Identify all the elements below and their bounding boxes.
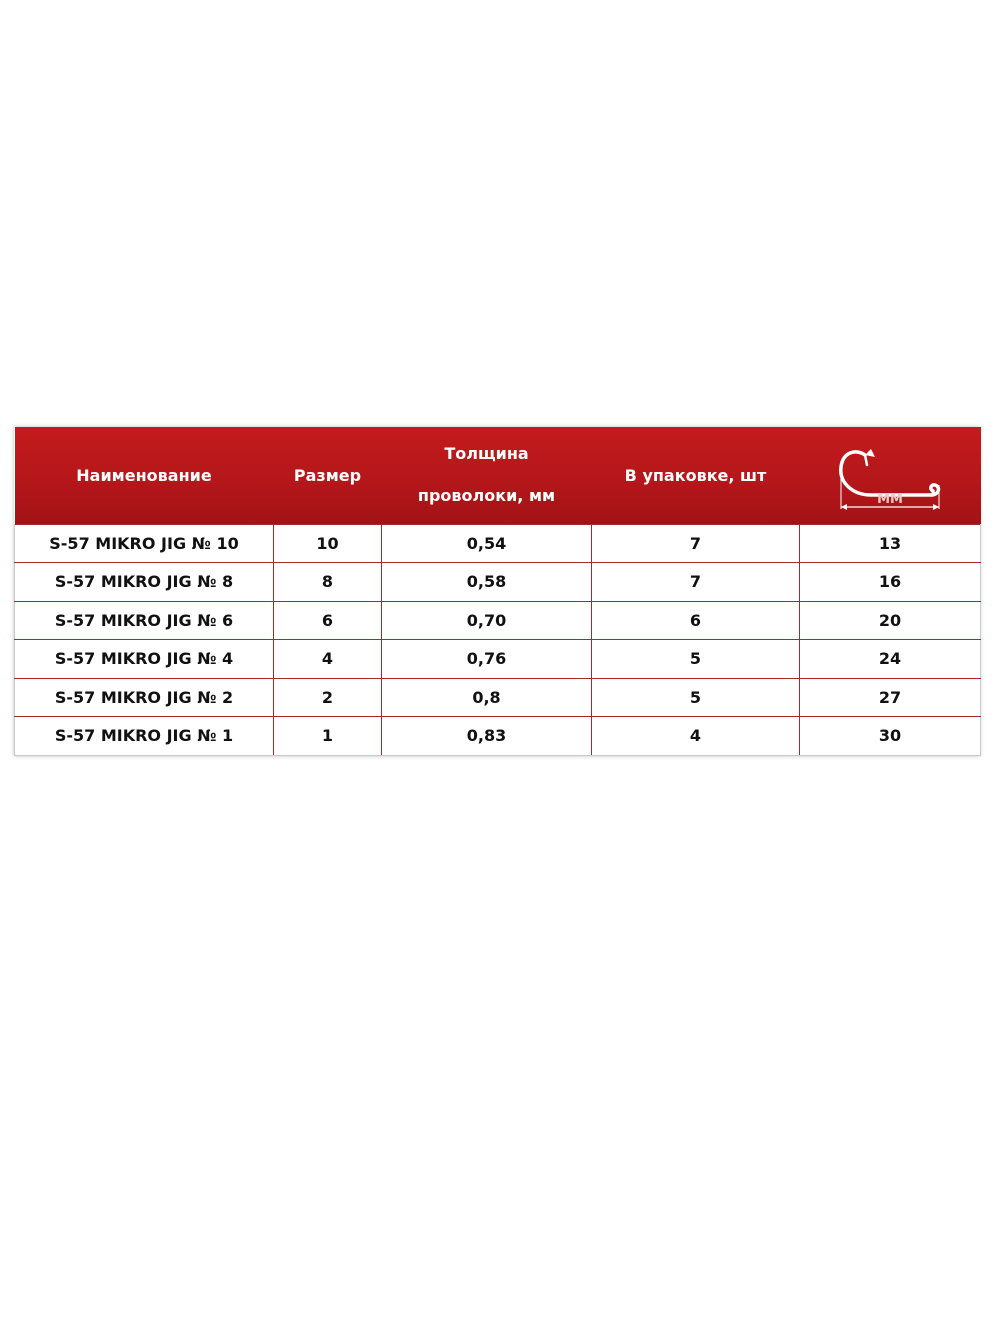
header-size: Размер [293, 465, 362, 485]
cell-wire: 0,76 [382, 640, 592, 679]
cell-size: 1 [274, 717, 382, 756]
hook-spec-table [14, 427, 981, 756]
cell-size: 2 [274, 678, 382, 717]
cell-mm: 27 [800, 678, 981, 717]
header-wire-line2: проволоки, мм [417, 486, 556, 506]
fish-hook-icon [835, 439, 945, 511]
table-header-row [15, 427, 981, 524]
table-row [15, 524, 981, 563]
cell-size: 6 [274, 601, 382, 640]
table-row [15, 640, 981, 679]
cell-size: 8 [274, 563, 382, 602]
cell-wire: 0,54 [382, 524, 592, 563]
cell-wire: 0,58 [382, 563, 592, 602]
cell-wire: 0,8 [382, 678, 592, 717]
header-wire-thickness [382, 427, 592, 524]
cell-mm: 13 [800, 524, 981, 563]
cell-pack: 4 [592, 717, 800, 756]
header-pack-count: В упаковке, шт [624, 465, 767, 485]
header-hook-length [800, 427, 981, 524]
header-wire-line1: Толщина [444, 444, 529, 464]
cell-name: S-57 MIKRO JIG № 6 [15, 601, 274, 640]
cell-name: S-57 MIKRO JIG № 2 [15, 678, 274, 717]
cell-mm: 24 [800, 640, 981, 679]
cell-name: S-57 MIKRO JIG № 1 [15, 717, 274, 756]
cell-wire: 0,83 [382, 717, 592, 756]
cell-size: 4 [274, 640, 382, 679]
table-row [15, 601, 981, 640]
hook-spec-table-container [14, 427, 980, 756]
cell-name: S-57 MIKRO JIG № 8 [15, 563, 274, 602]
cell-pack: 7 [592, 524, 800, 563]
cell-pack: 5 [592, 640, 800, 679]
table-row [15, 678, 981, 717]
cell-size: 10 [274, 524, 382, 563]
svg-text:MM: MM [877, 492, 903, 508]
table-row [15, 717, 981, 756]
cell-mm: 20 [800, 601, 981, 640]
cell-pack: 5 [592, 678, 800, 717]
cell-name: S-57 MIKRO JIG № 4 [15, 640, 274, 679]
header-name: Наименование [76, 465, 212, 485]
cell-mm: 16 [800, 563, 981, 602]
table-row [15, 563, 981, 602]
cell-pack: 6 [592, 601, 800, 640]
cell-mm: 30 [800, 717, 981, 756]
cell-name: S-57 MIKRO JIG № 10 [15, 524, 274, 563]
cell-wire: 0,70 [382, 601, 592, 640]
cell-pack: 7 [592, 563, 800, 602]
